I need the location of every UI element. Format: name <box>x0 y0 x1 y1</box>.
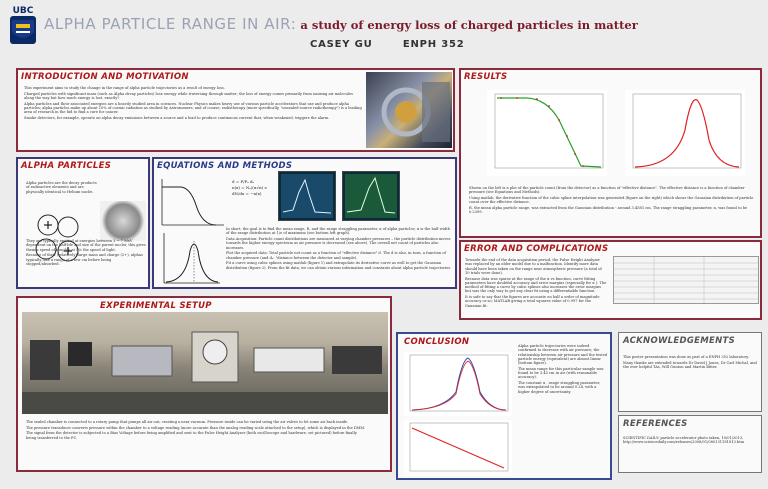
ack-para-2: Many thanks are extended towards Dr David J Jones, Dr Carl Michal, and the ever helpful TAs, Will Gunton and Martin Bitter. <box>623 360 757 369</box>
results-para-3: R, the mean alpha particle range, was extracted from the Gaussian distribution - around 3.4581 cm. The range straggling parameter, α, was found to be 0.2399. <box>469 205 748 215</box>
equations-para-1: In short, the goal is to find the mean range, R, and the range straggling parameter, α of alpha particles; α is the half width of the range distribution at 1/e of maximum (see bottom left graph). <box>226 227 450 236</box>
page-title <box>44 14 764 33</box>
results-panel <box>459 68 762 238</box>
alpha-panel <box>16 157 150 289</box>
errors-text <box>465 258 607 309</box>
alpha-para-2: They are typically emitted at energies between 3 ~ 7 MeV dependent on the half-life and size of the parent nuclei; this gives them a speed of roughly at 5% the speed of light. <box>26 239 146 252</box>
conclusion-bullet-1: Alpha particle trajectories were indeed confirmed to decrease with air pressure; the relationship between air pressure and the tested particle energy (equivalent) are almost linear (bottom figure). <box>518 344 608 366</box>
range-distribution-sketch <box>158 175 228 229</box>
conclusion-bullet-3: The constant α , range straggling parameter, was extrapolated to be around 0.24, with a higher degree of uncertainty. <box>518 381 601 394</box>
setup-bullet-2: The pressure transducer converts pressure within the chamber to a voltage reading (more accurate than the analog reading scale attached to the setup), which is displayed in the DMM. <box>26 425 366 430</box>
energy-vs-pressure-plot <box>404 420 512 476</box>
refs-panel <box>618 415 762 473</box>
intro-para-2: Charged particles with significant mass (such as Alpha decay particles) lose energy while traversing through matter; the loss of energy comes primarily from ionizing air molecules along the way but how much energy is lost, exactly? <box>24 91 353 100</box>
alpha-heading: ALPHA PARTICLES <box>21 161 112 171</box>
ack-heading: ACKNOWLEDGEMENTS <box>623 336 736 346</box>
setup-heading: EXPERIMENTAL SETUP <box>100 301 212 311</box>
alpha-detail-text <box>26 239 146 268</box>
equations-para-3: Plot the acquired data: Total particle net count as a function of "effective distance" d. The d is also, in turn, a function of chamber pressure (and dₒ: "distance between the detector and sample). <box>226 251 446 260</box>
author-name: CASEY GU <box>310 39 373 50</box>
equations-para-2: Data Acquisition: Particle count distributions are measured at varying chamber pressures – the particle distribution moves towards the higher energy spectrum as air pressure is decreased (see above). The overall net count of particles also increases. <box>226 236 451 250</box>
errors-panel <box>459 240 762 320</box>
intro-para-3: Alpha particles and their associated energies are a heavily studied area in sciences. Nuclear Physics makes heavy use of various particle accelerators that use and produce alpha particles; alpha particles make up about 10% of cosmic radiation as studied by Astronomers; and of course, radiotherapy (more specifically, "unsealed-source radiotherapy") is a leading area of research in the bid to find a cure for cancer. <box>24 101 362 115</box>
course-code: ENPH 352 <box>402 39 465 50</box>
ack-panel <box>618 332 762 412</box>
title-main: ALPHA PARTICLE RANGE IN AIR: <box>44 15 297 33</box>
alpha-source-photo <box>100 201 146 241</box>
spectrum-screenshot-1 <box>278 171 336 221</box>
errors-para-3: It is safe to say that the figures are accurate on half a order of magnitude accuracy or so; MATLAB giving a total squares value of 0.997 for the Gaussian fit. <box>465 295 600 308</box>
errors-heading: ERROR AND COMPLICATIONS <box>464 244 609 254</box>
intro-para-4: Smoke detectors, for example, operate on alpha decay emissions between a source and a lead to produce continuous current that, when weakened, triggers the alarm. <box>24 115 330 120</box>
setup-bullet-1: The sealed chamber is connected to a rotary pump that pumps all air out, creating a near vacuum. Pressure inside can be varied using the air valves to let some air back inside. <box>26 420 349 424</box>
ubc-logo-text: UBC <box>12 6 34 16</box>
count-vs-distance-plot <box>487 90 607 176</box>
conclusion-bullet-2: The mean range for this particular sample was found to be 3.45 cm in air (with reasonable accuracy). <box>518 366 604 380</box>
equations-para-4: Fit a curve using cubic splines using matlab (figure 1) and extrapolate its derivative curve as well to get the Gaussian distribution (figure 2). From the fit data, we can obtain various information and constants about alpha particle trajectories. <box>226 261 452 270</box>
equations-heading: EQUATIONS AND METHODS <box>157 161 293 171</box>
refs-heading: REFERENCES <box>623 419 688 429</box>
ack-para-1: This poster presentation was done as part of a ENPH 352 laboratory. <box>623 355 749 359</box>
pressure-fit-plot <box>404 352 512 416</box>
particle-accelerator-photo <box>366 72 452 148</box>
results-text <box>469 186 755 216</box>
setup-photo <box>22 312 388 414</box>
setup-bullet-3: The signal from the detector is subjected to a Bias Voltage before being amplified and sent to the Pulse Height Analyzer (both oscilloscope and hardware, set pictured) before finally being transferred to the PC. <box>26 431 357 440</box>
results-para-2: Using matlab, the derivative function of the cubic spline interpolation was generated (figure on the right) which shows the Gaussian distribution of particle count over the effective distance. <box>469 195 754 205</box>
conclusion-heading: CONCLUSION <box>404 337 470 347</box>
intro-heading: INTRODUCTION AND MOTIVATION <box>21 72 189 82</box>
intro-panel <box>16 68 455 152</box>
data-table-image <box>613 256 759 304</box>
results-para-1: Shown on the left is a plot of the particle count (from the detector) as a function of "effective distance". The effective distance is a function of chamber pressure (see Equations and Methods). <box>469 186 745 195</box>
title-subtitle: a study of energy loss of charged particles in matter <box>296 18 638 32</box>
author-line <box>310 39 465 50</box>
gaussian-fit-plot <box>625 90 745 176</box>
intro-para-1: This experiment aims to study the change in the range of alpha particle trajectories as a result of energy loss. <box>24 86 225 90</box>
errors-para-2: Because data was sparse at the range of the α vs function, curve fitting parameters have doubtful accuracy and error margins (especially for α ). The method of fitting a curve by cubic splines also increases the error margins but was the only way to get any clear fit using a differentiable function. <box>465 276 607 294</box>
setup-text <box>26 420 366 441</box>
spectrum-screenshot-2 <box>342 171 400 221</box>
ack-text <box>623 355 757 371</box>
equation-block: d = P/Pₒ dₒ n(x) = Nₒ/(α√π) e dN/dx = −n(x) <box>232 179 267 196</box>
alpha-intro-text: Alpha particles are the decay products of radioactive elements and are physically identical to Helium nuclei. <box>26 181 97 194</box>
refs-text: SCIENTIFIC DAILY: particle accelerator photo taken, 10/01/2013, http://www.sciencedaily.com/releases/2008/01/080131181813.htm <box>623 436 745 445</box>
gaussian-sketch <box>160 231 222 287</box>
setup-panel <box>16 296 392 472</box>
ubc-logo <box>8 6 38 46</box>
equations-text <box>226 227 454 271</box>
conclusion-panel <box>396 332 612 480</box>
results-heading: RESULTS <box>464 72 508 82</box>
equations-panel <box>152 157 457 289</box>
alpha-para-3: Because of their (relatively) large mass and charge (2+), alphas typically lose a range of a few cm before being stopped/absorbed. <box>26 253 143 266</box>
intro-text <box>24 86 364 122</box>
errors-para-1: Towards the end of the data acquisition period, the Pulse Height Analyzer was replaced by an older model due to a malfunction. Identify more data should have been taken on the range near atmospheric pressure (a total of 10 trials were done). <box>465 258 602 275</box>
conclusion-text <box>518 344 608 395</box>
